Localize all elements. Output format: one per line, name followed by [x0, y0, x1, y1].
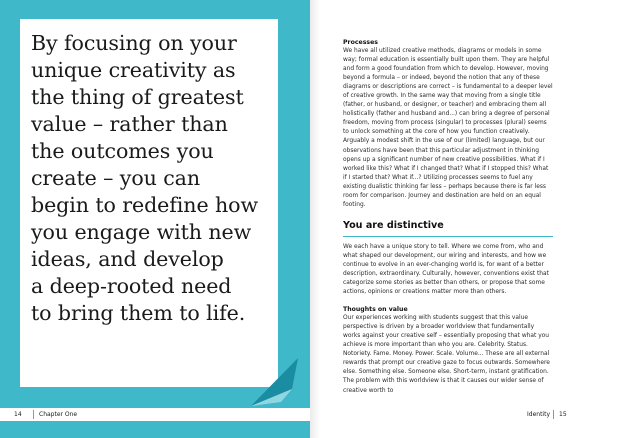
distinctive-heading: You are distinctive — [343, 219, 444, 231]
left-page-number: 14 — [14, 411, 22, 418]
pull-quote-line: ideas, and develop — [31, 247, 224, 271]
processes-paragraph: We have all utilized creative methods, diagrams or models in some way; formal education is essentially built upon them. They are helpful and form a good foundation from which to develop. However, moving beyond a formula – or indeed, beyond the notion that any of these diagrams or descriptions are correct – is fundamental to a deeper level of creative growth. In the same way that moving from a single title (father, or husband, or designer, or teacher) and embracing them all holistically (father and husband and...) can bring a degree of personal freedom, moving from process (singular) to processes (plural) seems to unlock something at the core of how you function creatively. Arguably a modest shift in the use of our (limited) language, but our observations have been that this particular adjustment in thinking opens up a significant number of new creative possibilities. What if I worked like this? What if I changed that? What if I stopped this? What if I started that? What if...? Utilizing processes seems to fuel any existing dualistic thinking far less – perhaps because there is far less room for comparison. Journey and destination are held on an equal footing. — [343, 48, 553, 208]
pull-quote-line: the thing of greatest — [31, 85, 244, 109]
right-page-number: 15 — [559, 411, 567, 418]
pull-quote-line: the outcomes you — [31, 139, 214, 163]
value-heading: Thoughts on value — [343, 306, 408, 314]
folio-divider — [553, 410, 554, 419]
pull-quote-line: to bring them to life. — [31, 301, 246, 325]
value-paragraph: Our experiences working with students suggest that this value perspective is driven by a broader worldview that fundamentally works against your creative self – essentially proposing that what you achieve is more important than who you are. Celebrity. Status. Notoriety. Fame. Money. Power. Scale. Volume... These are all external rewards that prompt our creative gaze to focus outwards. Somewhere else. Something else. Someone else. Short-term, instant gratification. The problem with this worldview is that it causes our wider sense of creative worth to — [343, 315, 550, 394]
pull-quote-line: a deep-rooted need — [31, 274, 232, 298]
pull-quote-line: create – you can — [31, 166, 201, 190]
page-curl-icon — [251, 358, 298, 406]
pull-quote-card — [20, 19, 278, 387]
body-column — [343, 38, 553, 396]
section-label: Identity — [527, 411, 550, 418]
chapter-label: Chapter One — [39, 411, 78, 418]
processes-heading: Processes — [343, 39, 378, 46]
pull-quote — [31, 30, 281, 327]
pull-quote-line: unique creativity as — [31, 58, 236, 82]
left-folio — [0, 408, 310, 421]
gutter-shadow — [310, 0, 320, 438]
distinctive-paragraph: We each have a unique story to tell. Where we come from, who and what shaped our development, our wiring and interests, and how we continue to evolve in an ever-changing world is, for want of a better description, extraordinary. Culturally, however, conventions exist that categorize some stories as better than others, or propose that some actions, opinions or creations matter more than others. — [343, 243, 549, 296]
heading-rule — [343, 236, 553, 237]
pull-quote-line: begin to redefine how — [31, 193, 258, 217]
pull-quote-line: you engage with new — [31, 220, 252, 244]
pull-quote-line: By focusing on your — [31, 31, 237, 55]
pull-quote-line: value – rather than — [31, 112, 228, 136]
folio-divider — [33, 410, 34, 419]
